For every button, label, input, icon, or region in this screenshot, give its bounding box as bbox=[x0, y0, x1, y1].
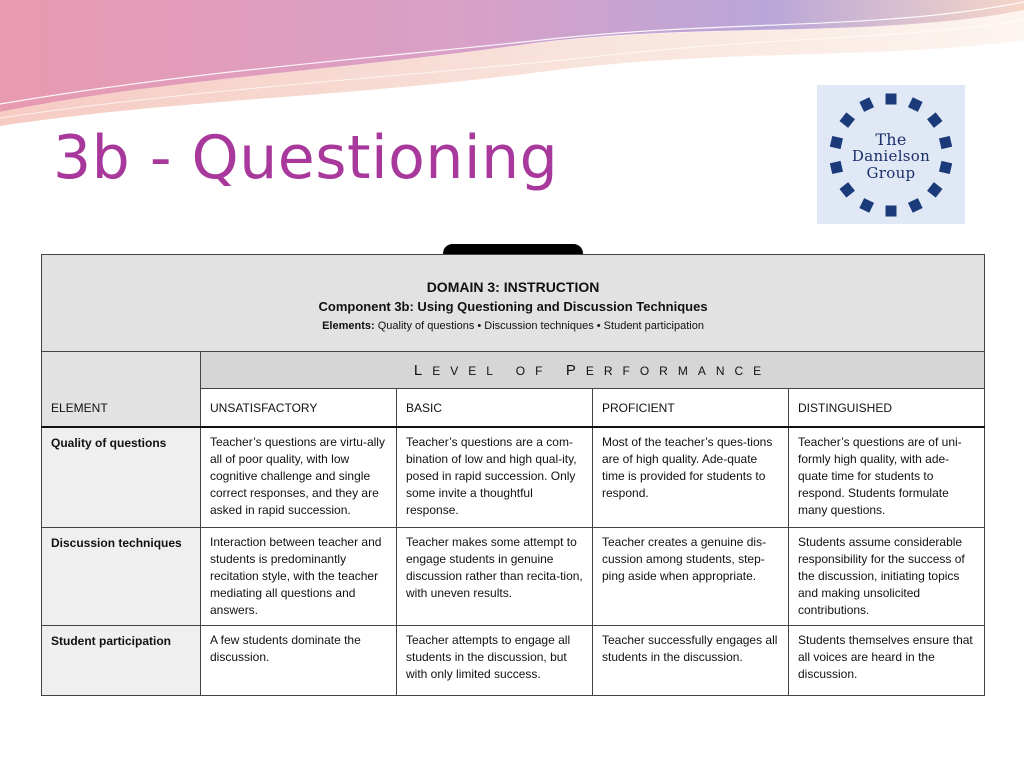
row-label-discussion-techniques: Discussion techniques bbox=[42, 527, 201, 625]
logo-square-icon bbox=[886, 206, 897, 217]
lop-part-4: ERFORMANCE bbox=[585, 363, 772, 378]
element-column-header bbox=[42, 352, 201, 428]
table-cell: Students themselves ensure that all voices are heard in the discussion. bbox=[789, 625, 985, 695]
element-header-label: ELEMENT bbox=[51, 401, 108, 415]
logo-square-icon bbox=[859, 198, 874, 213]
domain-title: DOMAIN 3: INSTRUCTION bbox=[426, 278, 600, 295]
elements-label: Elements: bbox=[322, 319, 375, 332]
row-label-student-participation: Student participation bbox=[42, 625, 201, 695]
table-cell: Teacher attempts to engage all students in the discussion, but with only limited success. bbox=[397, 625, 593, 695]
table-cell: Most of the teacher’s ques-tions are of high quality. Ade-quate time is provided for students to respond. bbox=[593, 427, 789, 527]
danielson-group-logo bbox=[817, 85, 965, 224]
table-cell: Interaction between teacher and students is predominantly recitation style, with the teacher mediating all questions and answers. bbox=[201, 527, 397, 625]
logo-word-the: The bbox=[875, 130, 907, 149]
logo-square-icon bbox=[927, 112, 942, 127]
table-row bbox=[42, 427, 985, 527]
rubric-header bbox=[42, 255, 985, 352]
table-cell: Teacher’s questions are virtu-ally all of poor quality, with low cognitive challenge and single correct responses, and they are asked in rapid succession. bbox=[201, 427, 397, 527]
logo-square-icon bbox=[859, 97, 874, 112]
elements-line bbox=[42, 320, 984, 332]
logo-square-icon bbox=[886, 94, 897, 105]
lop-part-1: L bbox=[413, 361, 433, 379]
level-of-performance-header bbox=[201, 352, 985, 389]
level-header-basic: BASIC bbox=[397, 389, 593, 428]
table-cell: Teacher’s questions are a com-bination of low and high qual-ity, posed in rapid succession. Only some invite a thoughtful response. bbox=[397, 427, 593, 527]
row-label-quality-of-questions: Quality of questions bbox=[42, 427, 201, 527]
lop-part-3: P bbox=[565, 361, 586, 379]
table-cell: Students assume considerable responsibility for the success of the discussion, initiating topics and making unsolicited contributions. bbox=[789, 527, 985, 625]
table-cell: A few students dominate the discussion. bbox=[201, 625, 397, 695]
rubric-table bbox=[41, 254, 985, 696]
table-cell: Teacher successfully engages all students in the discussion. bbox=[593, 625, 789, 695]
logo-word-danielson: Danielson bbox=[851, 147, 931, 165]
slide-title: 3b - Questioning bbox=[53, 123, 559, 193]
table-row bbox=[42, 527, 985, 625]
logo-word-group: Group bbox=[866, 164, 916, 182]
logo-square-icon bbox=[927, 182, 942, 197]
logo-square-icon bbox=[908, 97, 923, 112]
level-header-unsatisfactory: UNSATISFACTORY bbox=[201, 389, 397, 428]
table-cell: Teacher’s questions are of uni-formly high quality, with ade-quate time for students to respond. Students formulate many questions. bbox=[789, 427, 985, 527]
level-header-distinguished: DISTINGUISHED bbox=[789, 389, 985, 428]
table-cell: Teacher makes some attempt to engage students in genuine discussion rather than recita-tion, with uneven results. bbox=[397, 527, 593, 625]
elements-text: Quality of questions • Discussion techniques • Student participation bbox=[377, 319, 704, 332]
lop-part-2: EVEL OF bbox=[432, 363, 566, 378]
logo-square-icon bbox=[908, 198, 923, 213]
table-cell: Teacher creates a genuine dis-cussion among students, step-ping aside when appropriate. bbox=[593, 527, 789, 625]
level-header-proficient: PROFICIENT bbox=[593, 389, 789, 428]
logo-square-icon bbox=[839, 112, 854, 127]
table-row bbox=[42, 625, 985, 695]
logo-square-icon bbox=[839, 182, 854, 197]
component-title: Component 3b: Using Questioning and Discussion Techniques bbox=[318, 298, 708, 314]
